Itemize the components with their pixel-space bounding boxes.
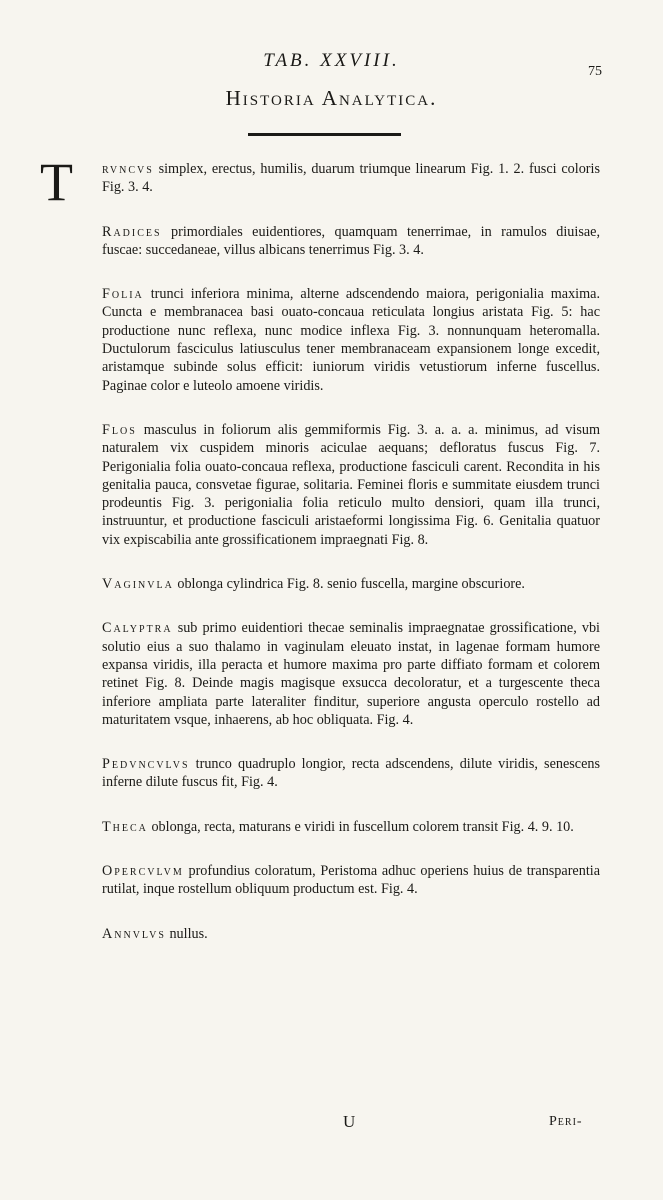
signature-mark: U [343, 1112, 356, 1131]
paragraph-theca [102, 818, 600, 836]
plate-title: TAB. XXVIII. [263, 50, 400, 71]
paragraph-lead: Annvlvs [102, 925, 166, 942]
paragraph-lead: Vaginvla [102, 576, 174, 593]
page-number: 75 [588, 64, 602, 79]
paragraph-vaginula [102, 575, 600, 593]
paragraph-lead: Radices [102, 223, 162, 240]
paragraph-annulus [102, 925, 600, 943]
paragraph-text: trunci inferiora minima, alterne adscendendo maiora, perigonialia maxima. Cuncta e membranacea basi ouato-concaua reticulata longius aristata Fig. 5: hac productione nunc reflexa, nunc modice inflexa Fig. 3. nonnunquam heteromalla. Ductulorum fasciculus latiusculus tener membranaceam expansionem longe excedit, aristamque subinde solus efficit: iuniorum viridis vetustiorum inferne fuscellus. Paginae color e luteolo amoene viridis. [102, 286, 600, 394]
paragraph-text: nullus. [165, 925, 208, 942]
paragraph-text: simplex, erectus, humilis, duarum triumque linearum Fig. 1. 2. fusci coloris Fig. 3. 4. [102, 161, 600, 196]
paragraph-lead: Folia [102, 286, 144, 303]
paragraph-lead: Theca [102, 818, 148, 835]
paragraph-radices [102, 223, 600, 260]
paragraph-text: profundius coloratum, Peristoma adhuc operiens huius de transparentia rutilat, inque rostellum obliquum productum est. Fig. 4. [102, 863, 600, 898]
paragraph-lead: Flos [102, 421, 137, 438]
paragraph-text: sub primo euidentiori thecae seminalis impraegnatae grossificatione, vbi solutio eius a suo thalamo in vaginulam eleuato instat, in lagenae formam humore expansa viridis, illa peracta et humore maxima pro parte diffiato formam et colorem retinet Fig. 8. Deinde magis magisque exsucca decoloratur, et a turgescente theca inferiore ampliata parte lateraliter finditur, superiore angusta operculo rostello ad maturitatem vsque, inhaerens, ab hoc obliquata. Fig. 4. [102, 620, 600, 728]
paragraph-text: oblonga, recta, maturans e viridi in fuscellum colorem transit Fig. 4. 9. 10. [147, 818, 574, 835]
paragraph-folia [102, 285, 600, 395]
section-title: Historia Analytica. [225, 86, 438, 110]
paragraph-lead: Opercvlvm [102, 863, 184, 880]
paragraph-lead: Calyptra [102, 620, 173, 637]
paragraph-lead: Pedvncvlvs [102, 756, 190, 773]
paragraph-flos [102, 421, 600, 549]
title-rule [248, 133, 401, 136]
paragraph-lead: rvncvs [102, 161, 154, 177]
paragraph-text: oblonga cylindrica Fig. 8. senio fuscella, margine obscuriore. [173, 576, 525, 593]
paragraph-text: primordiales euidentiores, quamquam tenerrimae, in ramulos diuisae, fuscae: succedaneae, villus albicans tenerrimus Fig. 3. 4. [102, 223, 600, 258]
catchword: Peri- [549, 1114, 583, 1129]
paragraph-calyptra [102, 619, 600, 729]
paragraph-text: masculus in foliorum alis gemmiformis Fig. 3. a. a. a. minimus, ad visum naturalem vix cuspidem minoris aciculae aequans; defloratus fuscus Fig. 7. Perigonialia folia ouato-concaua reflexa, productione fasciculi carent. Recondita in his genitalia pauca, consvetae figurae, solitaria. Feminei floris e summitate eiusdem trunci prodeuntis Fig. 3. perigonialia folia reticulo multo densiori, quam illa trunci, instruuntur, et productione fasciculi aristaeformi longissima Fig. 6. Genitalia quatuor vix expiscabilia ante grossificationem impraegnati Fig. 8. [102, 421, 600, 548]
paragraph-text: trunco quadruplo longior, recta adscendens, dilute viridis, senescens inferne dilute fuscus fit, Fig. 4. [102, 756, 600, 791]
paragraph-truncus [40, 152, 600, 212]
paragraph-operculum [102, 862, 600, 899]
body-text [40, 152, 600, 969]
drop-cap: T [40, 152, 73, 212]
paragraph-pedunculus [102, 755, 600, 792]
